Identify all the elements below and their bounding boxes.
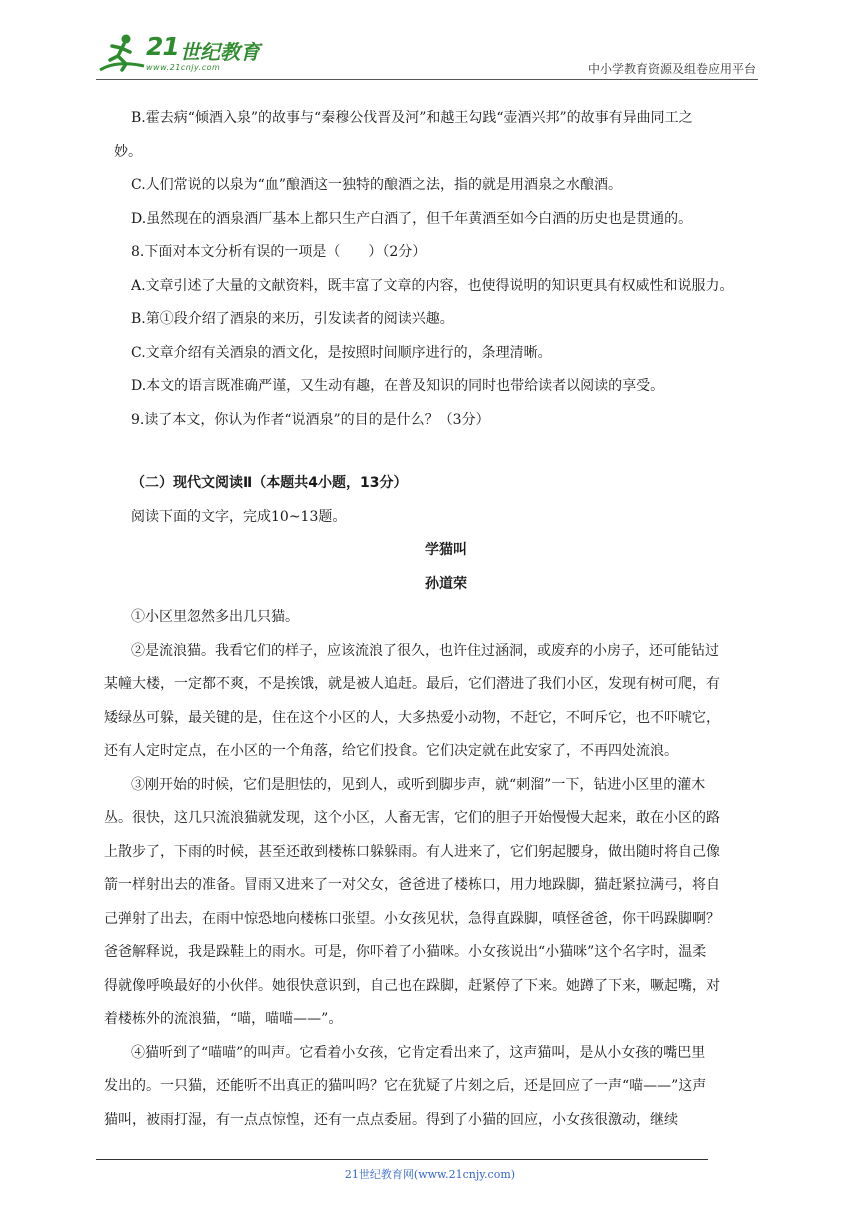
option-b-line: B.霍去病“倾酒入泉”的故事与“秦穆公伐晋及河”和越王勾践“壶酒兴邦”的故事有异曲同工之 xyxy=(131,110,693,126)
paragraph-3-line: ③刚开始的时候，它们是胆怯的，见到人，或听到脚步声，就“刺溜”一下，钻进小区里的灌木 xyxy=(131,776,706,793)
question-8-option-a: A.文章引述了大量的文献资料，既丰富了文章的内容，也使得说明的知识更具有权威性和说服力。 xyxy=(131,277,734,294)
page-header xyxy=(96,30,756,80)
paragraph-3-line: 己弹射了出去，在雨中惊恐地向楼栋口张望。小女孩见状，急得直跺脚，嗔怪爸爸，你干吗跺脚啊？ xyxy=(104,910,720,927)
runner-icon xyxy=(96,30,148,76)
platform-name: 中小学教育资源及组卷应用平台 xyxy=(587,62,756,76)
question-8-option-c: C.文章介绍有关酒泉的酒文化，是按照时间顺序进行的，条理清晰。 xyxy=(131,344,552,361)
paragraph-2-line: 还有人定时定点，在小区的一个角落，给它们投食。它们决定就在此安家了，不再四处流浪。 xyxy=(104,743,678,759)
logo-url: www.21cnjy.com xyxy=(146,63,221,72)
spacer xyxy=(131,437,761,467)
paragraph-3-line: 着楼栋外的流浪猫，“喵，喵喵——”。 xyxy=(104,1011,343,1027)
paragraph-3-line: 箭一样射出去的准备。冒雨又进来了一对父女，爸爸进了楼栋口，用力地跺脚，猫赶紧拉满弓，将自 xyxy=(104,877,720,893)
logo-text: 世纪教育 xyxy=(180,40,260,64)
paragraph-3-line: 丛。很快，这几只流浪猫就发现，这个小区，人畜无害，它们的胆子开始慢慢大起来，敢在小区的路 xyxy=(104,810,720,826)
question-9: 9.读了本文，你认为作者“说酒泉”的目的是什么？（3分） xyxy=(131,411,490,428)
header-divider xyxy=(96,79,758,80)
logo-number: 21 xyxy=(146,32,179,61)
section-title: （二）现代文阅读Ⅱ（本题共4小题，13分） xyxy=(131,475,408,491)
option-c: C.人们常说的以泉为“血”酿酒这一独特的酿酒之法，指的就是用酒泉之水酿酒。 xyxy=(131,177,622,193)
option-b-line: 妙。 xyxy=(114,143,142,160)
article-author: 孙道荣 xyxy=(425,575,467,592)
paragraph-2-line: ②是流浪猫。我看它们的样子，应该流浪了很久，也许住过涵洞，或废弃的小房子，还可能钻过 xyxy=(131,642,719,659)
question-8-option-b: B.第①段介绍了酒泉的来历，引发读者的阅读兴趣。 xyxy=(131,311,454,327)
paragraph-3-line: 爸爸解释说，我是跺鞋上的雨水。可是，你吓着了小猫咪。小女孩说出“小猫咪”这个名字时，温柔 xyxy=(104,944,707,960)
footer-divider xyxy=(96,1159,708,1160)
option-d: D.虽然现在的酒泉酒厂基本上都只生产白酒了，但千年黄酒至如今白酒的历史也是贯通的。 xyxy=(131,210,693,227)
paragraph-4-line: ④猫听到了“喵喵”的叫声。它看着小女孩，它肯定看出来了，这声猫叫，是从小女孩的嘴巴里 xyxy=(131,1044,706,1061)
site-logo[interactable] xyxy=(96,30,266,76)
paragraph-4-line: 猫叫，被雨打湿，有一点点惊惶，还有一点点委屈。得到了小猫的回应，小女孩很激动，继续 xyxy=(104,1111,678,1128)
paragraph-2-line: 某幢大楼，一定都不爽，不是挨饿，就是被人追赶。最后，它们潜进了我们小区，发现有树可爬，有 xyxy=(104,676,720,692)
instruction: 阅读下面的文字，完成10~13题。 xyxy=(131,508,347,525)
paragraph-1: ①小区里忽然多出几只猫。 xyxy=(131,609,299,625)
paragraph-2-line: 矮绿丛可躲，最关键的是，住在这个小区的人，大多热爱小动物，不赶它，不呵斥它，也不吓唬它， xyxy=(104,709,720,726)
paragraph-4-line: 发出的。一只猫，还能听不出真正的猫叫吗？它在犹疑了片刻之后，还是回应了一声“喵——”这声 xyxy=(104,1078,707,1094)
question-8: 8.下面对本文分析有误的一项是（ ）（2分） xyxy=(131,244,427,260)
paragraph-3-line: 上散步了，下雨的时候，甚至还敢到楼栋口躲躲雨。有人进来了，它们躬起腰身，做出随时将自己像 xyxy=(104,843,720,860)
question-8-option-d: D.本文的语言既准确严谨，又生动有趣，在普及知识的同时也带给读者以阅读的享受。 xyxy=(131,378,665,394)
document-body xyxy=(104,102,761,1137)
article-title: 学猫叫 xyxy=(425,542,467,558)
footer-link[interactable]: 21世纪教育网(www.21cnjy.com) xyxy=(344,1168,516,1181)
paragraph-3-line: 得就像呼唤最好的小伙伴。她很快意识到，自己也在跺脚，赶紧停了下来。她蹲了下来，噘起嘴，对 xyxy=(104,977,720,994)
